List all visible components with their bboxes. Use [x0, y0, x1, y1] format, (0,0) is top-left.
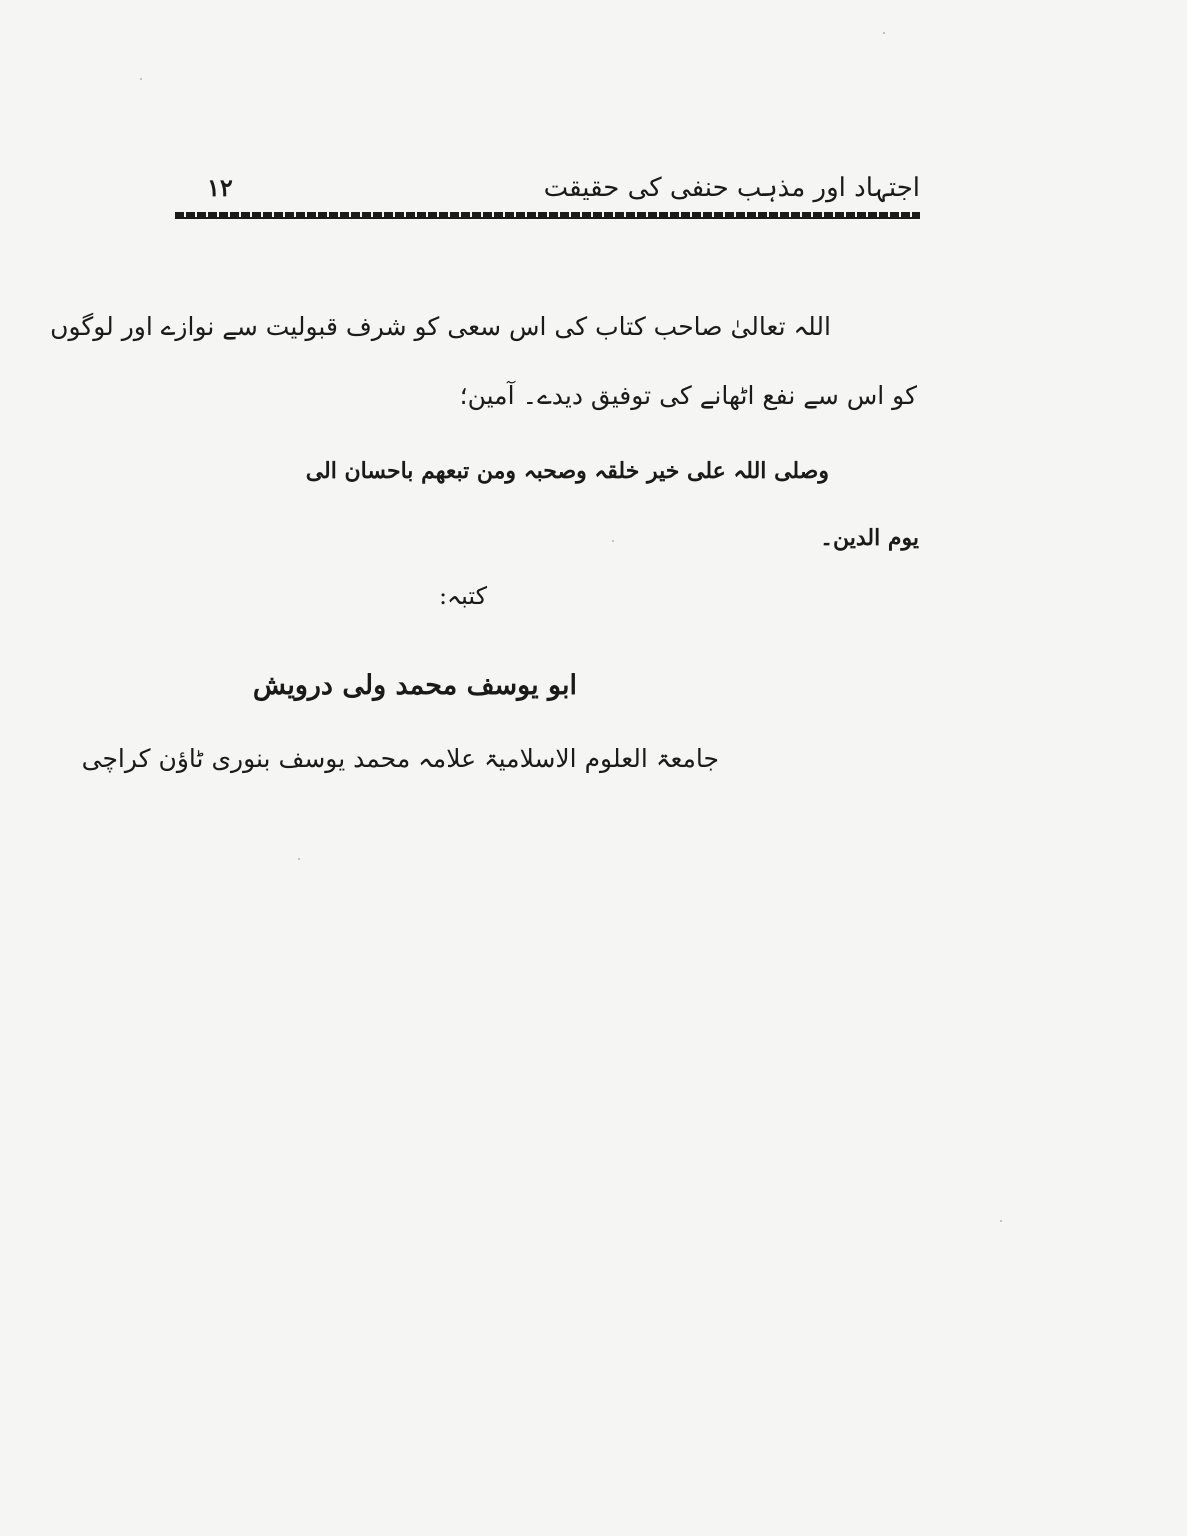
running-title: اجتہاد اور مذہب حنفی کی حقیقت [543, 173, 920, 203]
arabic-blessing-line: یوم الدین۔ [820, 525, 919, 551]
paper-speck [298, 858, 300, 860]
arabic-blessing-line: وصلی اللہ علی خیر خلقہ وصحبہ ومن تبعھم باحسان الی [305, 458, 829, 484]
paper-speck [140, 78, 142, 80]
paper-speck [612, 540, 614, 542]
paper-speck [1000, 1220, 1002, 1222]
paper-speck [883, 32, 885, 34]
paragraph-line: اللہ تعالیٰ صاحب کتاب کی اس سعی کو شرف قبولیت سے نوازے اور لوگوں [50, 312, 831, 341]
page-number: ۱۲ [207, 173, 233, 202]
author-institution: جامعۃ العلوم الاسلامیۃ علامہ محمد یوسف بنوری ٹاؤن کراچی [81, 744, 719, 773]
paragraph-line: کو اس سے نفع اٹھانے کی توفیق دیدے۔ آمین؛ [459, 381, 917, 410]
signature-label: کتبہ: [438, 582, 487, 610]
author-name: ابو یوسف محمد ولی درویش [252, 670, 577, 701]
page-header [175, 168, 920, 208]
header-divider [175, 212, 920, 217]
